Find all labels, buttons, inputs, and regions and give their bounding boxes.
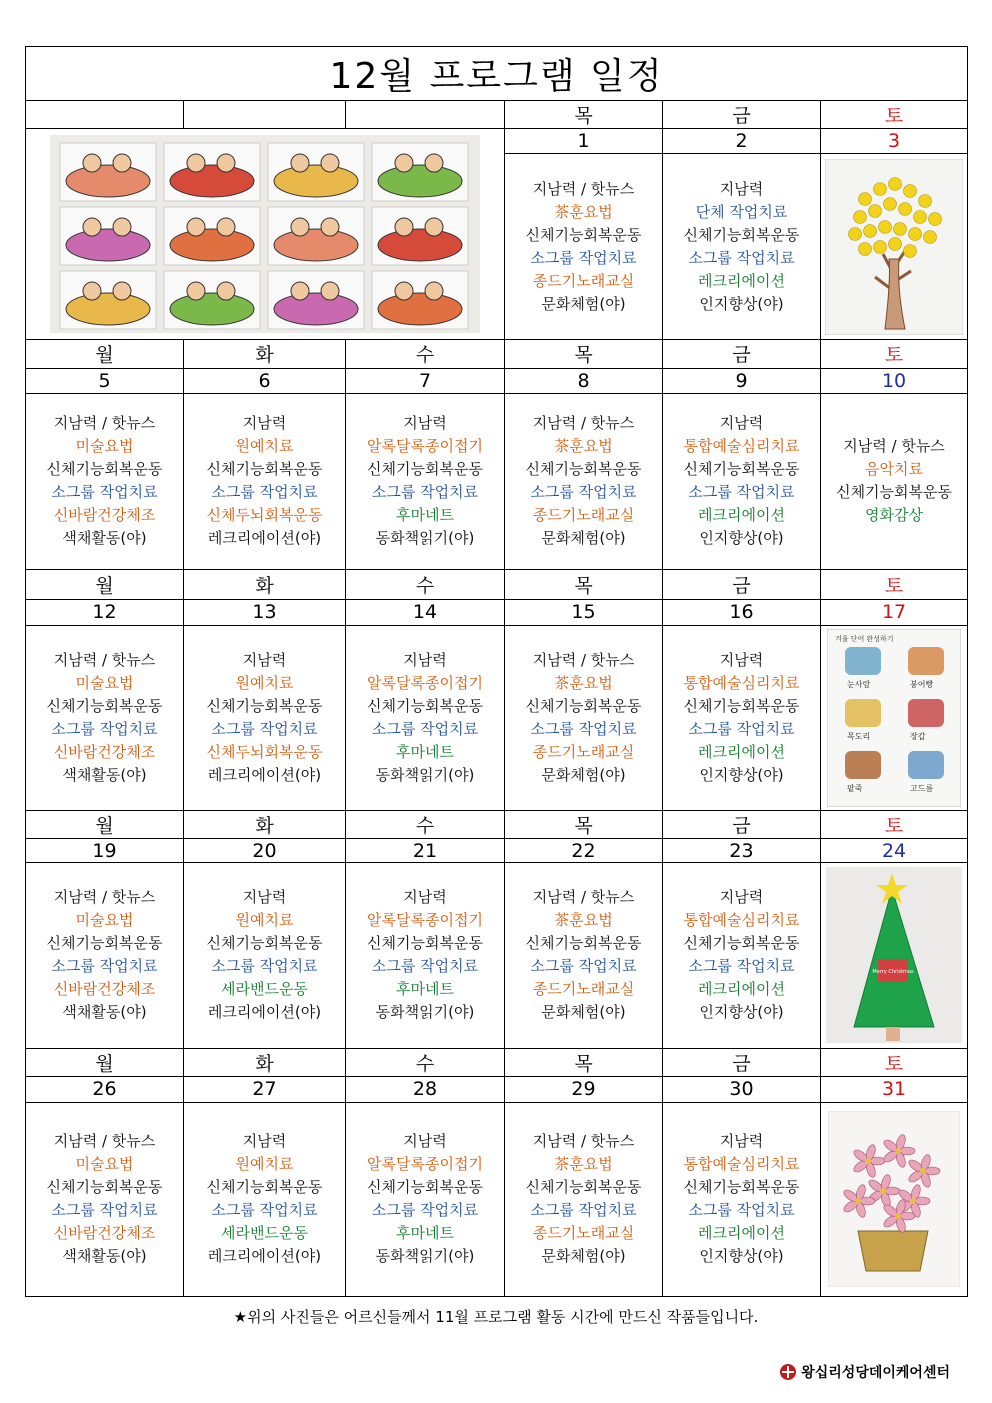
activity-item: 인지향상(야) — [699, 529, 784, 548]
header-cell — [184, 101, 346, 129]
activity-item: 색채활동(야) — [62, 1247, 147, 1266]
activity-item: 신체기능회복운동 — [46, 1178, 163, 1197]
activity-item: 茶훈요법 — [554, 1155, 613, 1174]
weekday-sat: 토 — [821, 101, 968, 129]
activity-item: 레크리에이션 — [698, 506, 785, 525]
day-cell — [505, 1102, 663, 1296]
cross-logo-icon — [779, 1363, 797, 1381]
activity-item: 문화체험(야) — [541, 766, 626, 785]
day-number: 8 — [505, 368, 663, 393]
activity-item: 소그룹 작업치료 — [688, 720, 795, 739]
activity-item: 소그룹 작업치료 — [51, 720, 158, 739]
activity-item: 지남력 — [719, 414, 764, 433]
day-cell — [663, 1102, 821, 1296]
activity-item: 종드기노래교실 — [532, 980, 635, 999]
activity-item: 신체기능회복운동 — [683, 697, 800, 716]
activity-item: 미술요법 — [75, 674, 134, 693]
activity-item: 소그룹 작업치료 — [211, 957, 318, 976]
activity-item: 레크리에이션(야) — [207, 766, 322, 785]
day-cell — [821, 393, 968, 569]
activity-item: 미술요법 — [75, 911, 134, 930]
activity-item: 동화책읽기(야) — [375, 1003, 475, 1022]
activity-item: 지남력 — [719, 651, 764, 670]
activity-item: 소그룹 작업치료 — [51, 957, 158, 976]
activity-item: 신체기능회복운동 — [367, 460, 483, 479]
activity-item: 단체 작업치료 — [695, 202, 788, 221]
activity-item: 신체기능회복운동 — [46, 697, 163, 716]
day-cell — [26, 625, 184, 810]
day-number: 29 — [505, 1076, 663, 1102]
day-cell — [184, 1102, 346, 1296]
activity-item: 세라밴드운동 — [221, 980, 308, 999]
weekday-header: 화 — [184, 811, 346, 839]
day-number: 19 — [26, 839, 184, 863]
activity-item: 알록달록종이접기 — [367, 1155, 483, 1174]
weekday-header: 목 — [505, 569, 663, 599]
day-cell — [663, 393, 821, 569]
day-number: 1 — [505, 129, 663, 154]
header-cell — [26, 101, 184, 129]
activity-item: 소그룹 작업치료 — [51, 1201, 158, 1220]
activity-item: 신체기능회복운동 — [46, 460, 163, 479]
brand-logo — [779, 1362, 950, 1382]
weekday-header: 목 — [505, 1048, 663, 1076]
activity-item: 신체기능회복운동 — [367, 934, 483, 953]
activity-item: 신체기능회복운동 — [46, 934, 163, 953]
activity-item: 색채활동(야) — [62, 1003, 147, 1022]
activity-item: 소그룹 작업치료 — [688, 957, 795, 976]
activity-item: 원예치료 — [235, 437, 294, 456]
activity-item: 소그룹 작업치료 — [530, 248, 637, 267]
activity-item: 레크리에이션(야) — [207, 529, 322, 548]
worksheet-word: 고드름 — [910, 784, 934, 794]
activity-item: 미술요법 — [75, 1155, 134, 1174]
worksheet-word: 장갑 — [910, 732, 926, 742]
activity-item: 신체기능회복운동 — [206, 697, 323, 716]
activity-item: 신체기능회복운동 — [206, 1178, 323, 1197]
activity-item: 소그룹 작업치료 — [688, 1201, 795, 1220]
weekday-header: 토 — [821, 811, 968, 839]
activity-item: 지남력 / 핫뉴스 — [532, 414, 635, 433]
day-number: 16 — [663, 599, 821, 625]
lemon-tree-artwork-image — [825, 159, 963, 335]
page-title: 12월 프로그램 일정 — [26, 47, 968, 101]
activity-item: 소그룹 작업치료 — [371, 720, 479, 739]
activity-item: 세라밴드운동 — [221, 1224, 308, 1243]
activity-item: 茶훈요법 — [554, 674, 613, 693]
activity-item: 소그룹 작업치료 — [530, 957, 637, 976]
day-cell — [184, 393, 346, 569]
day-number: 28 — [346, 1076, 505, 1102]
activity-item: 지남력 / 핫뉴스 — [532, 651, 635, 670]
activity-item: 소그룹 작업치료 — [51, 483, 158, 502]
worksheet-word: 눈사람 — [847, 680, 871, 690]
day-cell — [26, 1102, 184, 1296]
activity-item: 알록달록종이접기 — [367, 911, 483, 930]
activity-item: 레크리에이션 — [698, 980, 785, 999]
day-cell — [26, 393, 184, 569]
activity-item: 지남력 — [242, 414, 287, 433]
day-number: 24 — [821, 839, 968, 863]
day-cell — [346, 393, 505, 569]
activity-item: 신체기능회복운동 — [367, 1178, 483, 1197]
activity-item: 신체기능회복운동 — [683, 460, 800, 479]
day-number: 6 — [184, 368, 346, 393]
activity-item: 원예치료 — [235, 911, 294, 930]
activity-item: 종드기노래교실 — [532, 271, 635, 290]
activity-item: 통합예술심리치료 — [683, 911, 800, 930]
brand-name: 왕십리성당데이케어센터 — [801, 1365, 950, 1381]
weekday-header: 월 — [26, 1048, 184, 1076]
activity-item: 신체기능회복운동 — [525, 1178, 642, 1197]
artwork-cell — [821, 863, 968, 1048]
activity-item: 茶훈요법 — [554, 911, 613, 930]
activity-item: 소그룹 작업치료 — [371, 957, 479, 976]
activity-item: 지남력 — [403, 1132, 447, 1151]
day-number: 23 — [663, 839, 821, 863]
weekday-header: 월 — [26, 340, 184, 368]
weekday-header: 토 — [821, 1048, 968, 1076]
winter-words-worksheet-image — [827, 629, 961, 807]
activity-item: 신체기능회복운동 — [206, 934, 323, 953]
christmas-tree-craft-image — [826, 867, 962, 1043]
activity-item: 지남력 — [719, 1132, 764, 1151]
activity-item: 신바람건강체조 — [53, 743, 156, 762]
activity-item: 문화체험(야) — [541, 294, 626, 313]
day-number: 17 — [821, 599, 968, 625]
weekday-header: 목 — [505, 340, 663, 368]
activity-item: 신체두뇌회복운동 — [206, 506, 323, 525]
day-number: 2 — [663, 129, 821, 154]
day-cell — [505, 625, 663, 810]
activity-item: 신체기능회복운동 — [525, 697, 642, 716]
worksheet-word: 팥죽 — [847, 784, 863, 794]
activity-item: 소그룹 작업치료 — [211, 720, 318, 739]
weekday-header: 금 — [663, 1048, 821, 1076]
activity-item: 신체기능회복운동 — [525, 934, 642, 953]
activity-item: 인지향상(야) — [699, 1247, 784, 1266]
flower-basket-artwork-image — [828, 1111, 960, 1287]
activity-item: 동화책읽기(야) — [375, 1247, 475, 1266]
day-cell — [346, 863, 505, 1048]
weekday-header: 금 — [663, 811, 821, 839]
activity-item: 신체두뇌회복운동 — [206, 743, 323, 762]
activity-item: 음악치료 — [865, 460, 924, 479]
weekday-header: 수 — [346, 569, 505, 599]
weekday-header: 화 — [184, 569, 346, 599]
activity-item: 신체기능회복운동 — [683, 1178, 800, 1197]
activity-item: 인지향상(야) — [699, 766, 784, 785]
day-number: 15 — [505, 599, 663, 625]
weekday-header: 월 — [26, 811, 184, 839]
coloring-artwork-image — [50, 135, 480, 333]
activity-item: 레크리에이션 — [698, 271, 785, 290]
weekday-header: 금 — [663, 569, 821, 599]
activity-item: 후마네트 — [396, 980, 454, 999]
activity-item: 후마네트 — [396, 1224, 454, 1243]
activity-item: 지남력 / 핫뉴스 — [532, 179, 635, 198]
activity-item: 신체기능회복운동 — [525, 225, 642, 244]
activity-item: 인지향상(야) — [699, 294, 784, 313]
activity-item: 지남력 — [242, 651, 287, 670]
weekday-header: 수 — [346, 1048, 505, 1076]
activity-item: 원예치료 — [235, 674, 294, 693]
weekday-header: 금 — [663, 340, 821, 368]
activity-item: 신바람건강체조 — [53, 980, 156, 999]
day-number: 13 — [184, 599, 346, 625]
worksheet-heading: 겨울 단어 완성하기 — [835, 635, 894, 644]
card-text: Merry Christmas — [872, 969, 914, 976]
activity-item: 茶훈요법 — [554, 437, 613, 456]
activity-item: 지남력 — [719, 179, 764, 198]
activity-item: 지남력 / 핫뉴스 — [53, 414, 156, 433]
day-number: 5 — [26, 368, 184, 393]
weekday-header: 토 — [821, 340, 968, 368]
weekday-fri: 금 — [663, 101, 821, 129]
activity-item: 소그룹 작업치료 — [688, 483, 795, 502]
artwork-cell — [821, 1102, 968, 1296]
artwork-photo-cell — [26, 129, 505, 340]
activity-item: 지남력 — [242, 1132, 287, 1151]
day-cell — [184, 863, 346, 1048]
activity-item: 동화책읽기(야) — [375, 529, 475, 548]
day-cell — [505, 154, 663, 340]
activity-item: 소그룹 작업치료 — [530, 483, 637, 502]
activity-item: 종드기노래교실 — [532, 506, 635, 525]
activity-item: 신체기능회복운동 — [525, 460, 642, 479]
activity-item: 소그룹 작업치료 — [371, 483, 479, 502]
activity-item: 통합예술심리치료 — [683, 1155, 800, 1174]
activity-item: 지남력 / 핫뉴스 — [532, 1132, 635, 1151]
activity-item: 후마네트 — [396, 506, 454, 525]
day-number: 26 — [26, 1076, 184, 1102]
footnote: ★위의 사진들은 어르신들께서 11월 프로그램 활동 시간에 만드신 작품들입니다. — [233, 1308, 759, 1326]
activity-item: 신체기능회복운동 — [206, 460, 323, 479]
activity-item: 지남력 — [403, 888, 447, 907]
artwork-cell — [821, 625, 968, 810]
day-cell — [663, 625, 821, 810]
activity-item: 종드기노래교실 — [532, 743, 635, 762]
day-cell — [346, 625, 505, 810]
activity-item: 신바람건강체조 — [53, 1224, 156, 1243]
activity-item: 소그룹 작업치료 — [211, 1201, 318, 1220]
activity-item: 영화감상 — [865, 506, 924, 525]
activity-item: 문화체험(야) — [541, 1247, 626, 1266]
activity-item: 신체기능회복운동 — [683, 934, 800, 953]
activity-item: 원예치료 — [235, 1155, 294, 1174]
day-number: 10 — [821, 368, 968, 393]
activity-item: 신바람건강체조 — [53, 506, 156, 525]
activity-item: 지남력 / 핫뉴스 — [53, 651, 156, 670]
activity-item: 문화체험(야) — [541, 1003, 626, 1022]
activity-item: 알록달록종이접기 — [367, 437, 483, 456]
activity-item: 미술요법 — [75, 437, 134, 456]
activity-item: 茶훈요법 — [554, 202, 613, 221]
activity-item: 지남력 / 핫뉴스 — [532, 888, 635, 907]
day-number: 22 — [505, 839, 663, 863]
activity-item: 지남력 — [242, 888, 287, 907]
activity-item: 레크리에이션(야) — [207, 1003, 322, 1022]
activity-item: 알록달록종이접기 — [367, 674, 483, 693]
day-number: 27 — [184, 1076, 346, 1102]
activity-item: 소그룹 작업치료 — [530, 1201, 637, 1220]
day-number: 20 — [184, 839, 346, 863]
worksheet-word: 붕어빵 — [910, 680, 934, 690]
day-number: 12 — [26, 599, 184, 625]
activity-item: 지남력 / 핫뉴스 — [843, 437, 945, 456]
activity-item: 소그룹 작업치료 — [211, 483, 318, 502]
header-cell — [346, 101, 505, 129]
weekday-header: 화 — [184, 340, 346, 368]
day-number: 3 — [821, 129, 968, 154]
activity-item: 색채활동(야) — [62, 766, 147, 785]
tree-artwork-cell — [821, 154, 968, 340]
day-number: 21 — [346, 839, 505, 863]
worksheet-word: 목도리 — [847, 732, 871, 742]
activity-item: 지남력 / 핫뉴스 — [53, 888, 156, 907]
activity-item: 통합예술심리치료 — [683, 437, 800, 456]
day-cell — [505, 393, 663, 569]
activity-item: 소그룹 작업치료 — [688, 248, 795, 267]
day-cell — [184, 625, 346, 810]
weekday-header: 월 — [26, 569, 184, 599]
activity-item: 레크리에이션(야) — [207, 1247, 322, 1266]
day-cell — [26, 863, 184, 1048]
day-number: 9 — [663, 368, 821, 393]
activity-item: 지남력 — [403, 651, 447, 670]
activity-item: 동화책읽기(야) — [375, 766, 475, 785]
activity-item: 종드기노래교실 — [532, 1224, 635, 1243]
activity-item: 통합예술심리치료 — [683, 674, 800, 693]
activity-item: 지남력 — [403, 414, 447, 433]
weekday-header: 토 — [821, 569, 968, 599]
activity-item: 인지향상(야) — [699, 1003, 784, 1022]
day-number: 14 — [346, 599, 505, 625]
activity-item: 문화체험(야) — [541, 529, 626, 548]
activity-item: 소그룹 작업치료 — [371, 1201, 479, 1220]
day-number: 30 — [663, 1076, 821, 1102]
weekday-header: 수 — [346, 811, 505, 839]
day-cell — [663, 154, 821, 340]
activity-item: 색채활동(야) — [62, 529, 147, 548]
day-number: 7 — [346, 368, 505, 393]
activity-item: 신체기능회복운동 — [836, 483, 952, 502]
weekday-header: 화 — [184, 1048, 346, 1076]
weekday-header: 수 — [346, 340, 505, 368]
day-cell — [505, 863, 663, 1048]
weekday-thu: 목 — [505, 101, 663, 129]
activity-item: 레크리에이션 — [698, 1224, 785, 1243]
weekday-header: 목 — [505, 811, 663, 839]
activity-item: 후마네트 — [396, 743, 454, 762]
activity-item: 지남력 — [719, 888, 764, 907]
activity-item: 지남력 / 핫뉴스 — [53, 1132, 156, 1151]
activity-item: 소그룹 작업치료 — [530, 720, 637, 739]
activity-item: 레크리에이션 — [698, 743, 785, 762]
activity-item: 신체기능회복운동 — [683, 225, 800, 244]
activity-item: 신체기능회복운동 — [367, 697, 483, 716]
day-cell — [663, 863, 821, 1048]
day-number: 31 — [821, 1076, 968, 1102]
day-cell — [346, 1102, 505, 1296]
calendar-table — [25, 46, 968, 1297]
